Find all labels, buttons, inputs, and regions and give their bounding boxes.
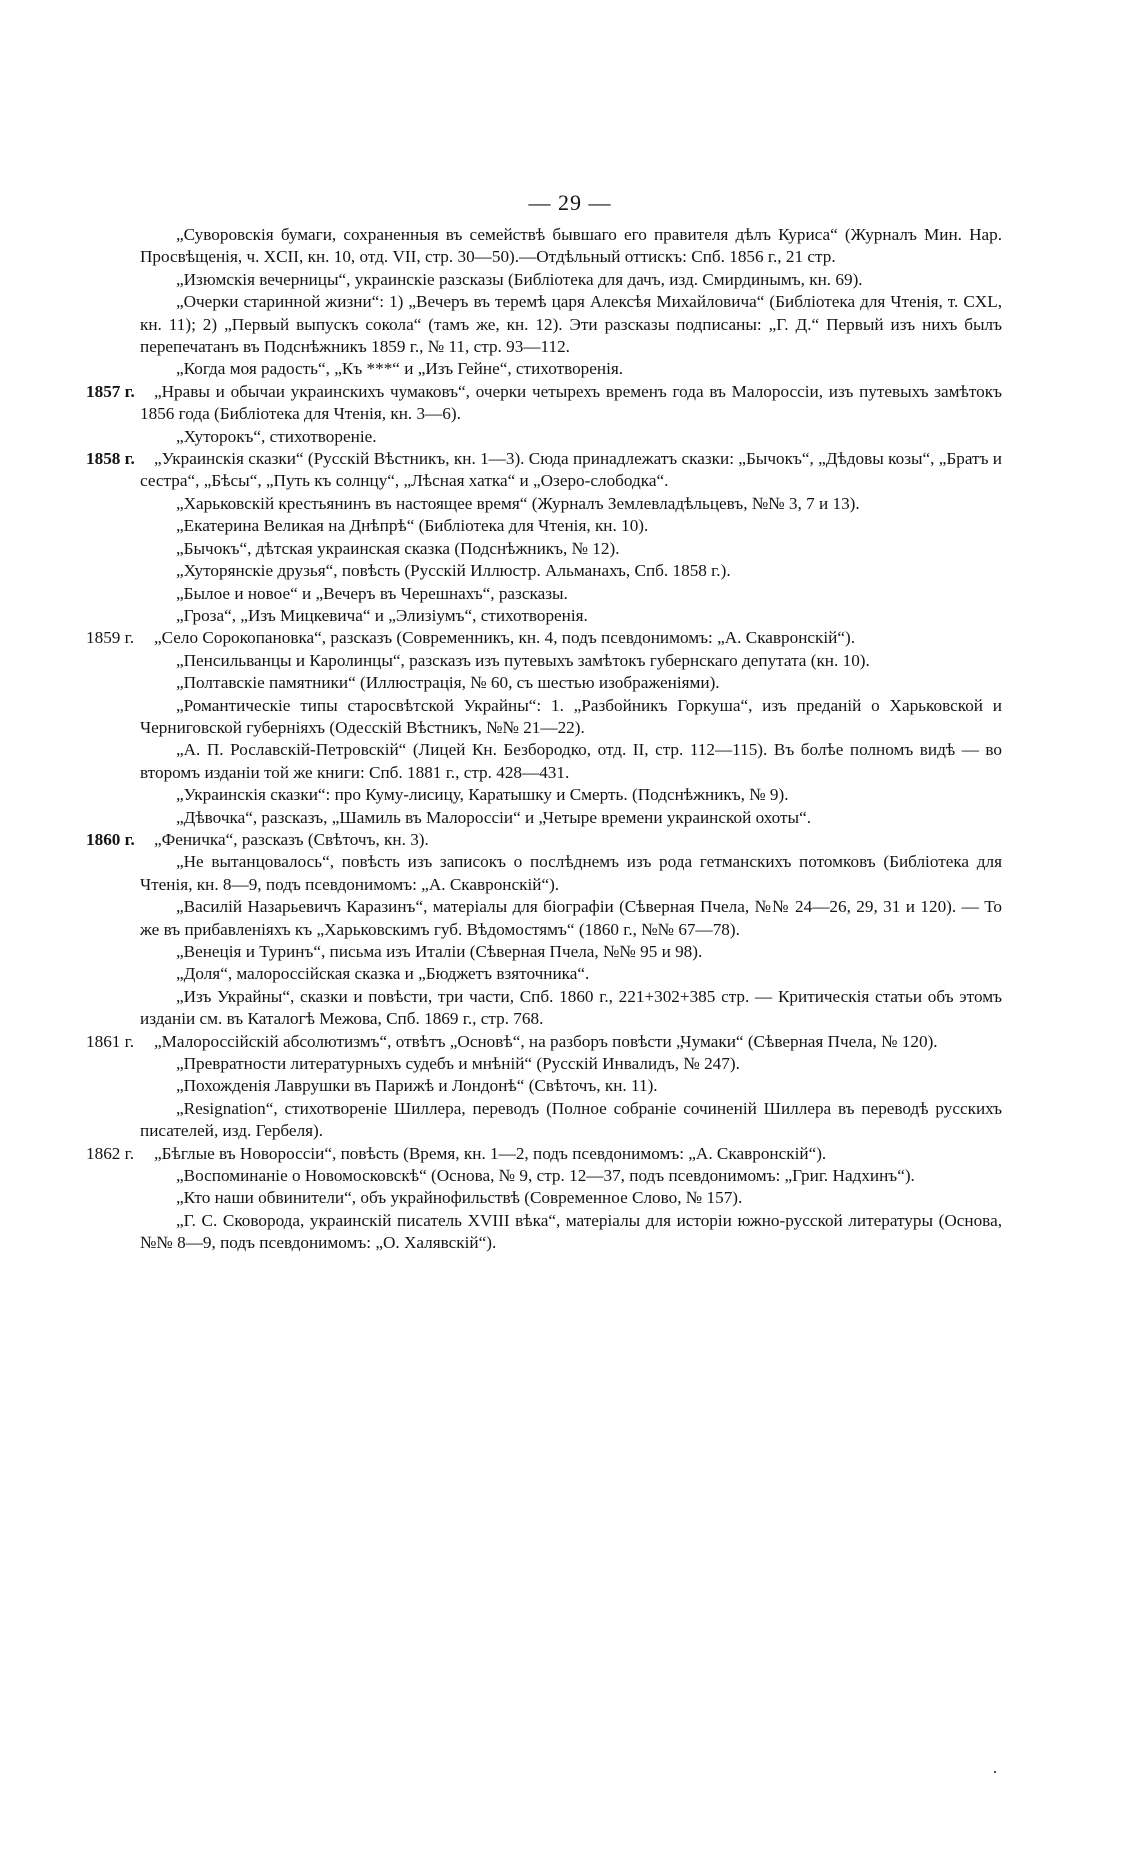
- bibliography-entry: [140, 695, 1002, 740]
- bibliography-entry: [140, 739, 1002, 784]
- bibliography-entry: [140, 1210, 1002, 1255]
- entry-year: 1857 г.: [86, 381, 135, 401]
- entry-text: „Изюмскія вечерницы“, украинскіе разсказы (Библіотека для дачъ, изд. Смирдинымъ, кн. 69).: [176, 269, 863, 289]
- entry-text: „Доля“, малороссійская сказка и „Бюджетъ взяточника“.: [176, 964, 590, 984]
- entry-text: „Воспоминаніе о Новомосковскѣ“ (Основа, № 9, стр. 12—37, подъ псевдонимомъ: „Григ. Надхинъ“).: [176, 1166, 915, 1186]
- stray-mark: ·: [992, 1762, 998, 1782]
- entry-text: „Полтавскіе памятники“ (Иллюстрація, № 60, съ шестью изображеніями).: [176, 673, 720, 693]
- bibliography-entry: [140, 986, 1002, 1031]
- entry-text: „Романтическіе типы старосвѣтской Украйны“: 1. „Разбойникъ Горкуша“, изъ преданій о Харьковской и Черниговской губерніяхъ (Одесскій Вѣстникъ, №№ 21—22).: [140, 695, 1002, 737]
- bibliography-entry: [140, 291, 1002, 358]
- bibliography-entry: [140, 515, 1002, 537]
- bibliography-entry: [140, 941, 1002, 963]
- bibliography-entry: [140, 224, 1002, 269]
- entry-text: „Не вытанцовалось“, повѣсть изъ записокъ о послѣднемъ изъ рода гетманскихъ потомковъ (Библіотека для Чтенія, кн. 8—9, подъ псевдонимомъ: „А. Скавронскій“).: [140, 852, 1002, 894]
- bibliography-entry: [140, 583, 1002, 605]
- entry-text: „Г. С. Сковорода, украинскій писатель XVIII вѣка“, матеріалы для исторіи южно-русской литературы (Основа, №№ 8—9, подъ псевдонимомъ: „О. Халявскій“).: [140, 1210, 1002, 1253]
- entry-text: „Екатерина Великая на Днѣпрѣ“ (Библіотека для Чтенія, кн. 10).: [176, 516, 649, 536]
- entry-year: 1860 г.: [86, 829, 135, 849]
- entry-text: „Очерки старинной жизни“: 1) „Вечеръ въ теремѣ царя Алексѣя Михайловича“ (Библіотека для Чтенія, т. CXL, кн. 11); 2) „Первый выпускъ сокола“ (тамъ же, кн. 12). Эти разсказы подписаны: „Г. Д.“ Первый изъ нихъ былъ перепечатанъ въ Подснѣжникъ 1859 г., № 11, стр. 93—112.: [140, 292, 1002, 357]
- entry-text: „Украинскія сказки“ (Русскій Вѣстникъ, кн. 1—3). Сюда принадлежатъ сказки: „Бычокъ“, „Дѣдовы козы“, „Братъ и сестра“, „Бѣсы“, „Путь къ солнцу“, „Лѣсная хатка“ и „Озеро-слободка“.: [140, 449, 1002, 491]
- bibliography-entry: [140, 538, 1002, 560]
- bibliography-entry: [86, 627, 1002, 649]
- entry-text: „Хуторянскіе друзья“, повѣсть (Русскій Иллюстр. Альманахъ, Спб. 1858 г.).: [176, 561, 731, 581]
- entry-text: „Хуторокъ“, стихотвореніе.: [176, 426, 377, 446]
- bibliography-entry: [86, 448, 1002, 493]
- bibliography-entry: [140, 1165, 1002, 1187]
- entry-text: „Бѣглые въ Новороссіи“, повѣсть (Время, кн. 1—2, подъ псевдонимомъ: „А. Скавронскій“).: [154, 1143, 827, 1163]
- page-number: — 29 —: [528, 190, 612, 215]
- bibliography-entry: [140, 1098, 1002, 1143]
- bibliography-entry: [86, 1143, 1002, 1165]
- entry-year: 1862 г.: [86, 1143, 135, 1163]
- bibliography-entry: [140, 269, 1002, 291]
- entry-year: 1859 г.: [86, 628, 135, 648]
- bibliography-entry: [140, 672, 1002, 694]
- entry-text: „Кто наши обвинители“, объ украйнофильствѣ (Современное Слово, № 157).: [176, 1188, 743, 1208]
- entry-text: „Когда моя радость“, „Къ ***“ и „Изъ Гейне“, стихотворенія.: [176, 359, 624, 379]
- entry-text: „Былое и новое“ и „Вечеръ въ Черешнахъ“, разсказы.: [176, 583, 568, 603]
- entry-text: „Харьковскій крестьянинъ въ настоящее время“ (Журналъ Землевладѣльцевъ, №№ 3, 7 и 13).: [176, 493, 860, 513]
- entry-text: „Дѣвочка“, разсказъ, „Шамиль въ Малороссіи“ и „Четыре времени украинской охоты“.: [176, 807, 812, 827]
- entry-text: „Изъ Украйны“, сказки и повѣсти, три части, Спб. 1860 г., 221+302+385 стр. — Критическія статьи объ этомъ изданіи см. въ Каталогѣ Межова, Спб. 1869 г., стр. 768.: [140, 986, 1002, 1029]
- entry-text: „Василій Назарьевичъ Каразинъ“, матеріалы для біографіи (Сѣверная Пчела, №№ 24—26, 29, 31 и 120). — То же въ прибавленіяхъ къ „Харьковскимъ губ. Вѣдомостямъ“ (1860 г., №№ 67—78).: [140, 897, 1002, 939]
- entry-text: „Село Сорокопановка“, разсказъ (Современникъ, кн. 4, подъ псевдонимомъ: „А. Скавронскій“).: [154, 628, 856, 648]
- bibliography-entry: [140, 493, 1002, 515]
- bibliography-entry: [140, 605, 1002, 627]
- bibliography-entry: [140, 963, 1002, 985]
- entry-year: 1858 г.: [86, 449, 135, 469]
- bibliography-entry: [86, 829, 1002, 851]
- bibliography-entry: [140, 851, 1002, 896]
- entry-text: „Венеція и Туринъ“, письма изъ Италіи (Сѣверная Пчела, №№ 95 и 98).: [176, 942, 703, 961]
- bibliography-entry: [140, 784, 1002, 806]
- bibliography-entry: [140, 426, 1002, 448]
- entry-text: „Пенсильванцы и Каролинцы“, разсказъ изъ путевыхъ замѣтокъ губернскаго депутата (кн. 10).: [176, 650, 870, 670]
- bibliography-entry: [140, 1187, 1002, 1209]
- entry-text: „Суворовскія бумаги, сохраненныя въ семействѣ бывшаго его правителя дѣлъ Куриса“ (Журналъ Мин. Нар. Просвѣщенія, ч. XCII, кн. 10, отд. VII, стр. 30—50).—Отдѣльный оттискъ: Спб. 1856 г., 21 стр.: [140, 225, 1002, 267]
- bibliography-entry: [140, 358, 1002, 380]
- entry-text: „А. П. Рославскій-Петровскій“ (Лицей Кн. Безбородко, отд. II, стр. 112—115). Въ болѣе полномъ видѣ — во второмъ изданіи той же книги: Спб. 1881 г., стр. 428—431.: [140, 740, 1002, 782]
- entry-text: „Resignation“, стихотвореніе Шиллера, переводъ (Полное собраніе сочиненій Шиллера въ переводѣ русскихъ писателей, изд. Гербеля).: [140, 1098, 1002, 1141]
- bibliography-entry: [140, 896, 1002, 941]
- bibliography-list: [86, 224, 1002, 1255]
- bibliography-entry: [86, 381, 1002, 426]
- entry-text: „Бычокъ“, дѣтская украинская сказка (Подснѣжникъ, № 12).: [176, 538, 620, 558]
- bibliography-entry: [140, 650, 1002, 672]
- entry-text: „Феничка“, разсказъ (Свѣточъ, кн. 3).: [154, 829, 429, 849]
- bibliography-entry: [140, 1053, 1002, 1075]
- entry-text: „Превратности литературныхъ судебъ и мнѣній“ (Русскій Инвалидъ, № 247).: [176, 1054, 740, 1074]
- bibliography-entry: [140, 560, 1002, 582]
- entry-text: „Малороссійскій абсолютизмъ“, отвѣтъ „Основѣ“, на разборъ повѣсти „Чумаки“ (Сѣверная Пчела, № 120).: [154, 1031, 938, 1051]
- entry-text: „Гроза“, „Изъ Мицкевича“ и „Элизіумъ“, стихотворенія.: [176, 605, 588, 625]
- entry-year: 1861 г.: [86, 1031, 135, 1051]
- entry-text: „Украинскія сказки“: про Куму-лисицу, Каратышку и Смерть. (Подснѣжникъ, № 9).: [176, 785, 789, 805]
- bibliography-entry: [140, 807, 1002, 829]
- entry-text: „Нравы и обычаи украинскихъ чумаковъ“, очерки четырехъ временъ года въ Малороссіи, изъ путевыхъ замѣтокъ 1856 года (Библіотека для Чтенія, кн. 3—6).: [140, 381, 1002, 424]
- bibliography-entry: [86, 1031, 1002, 1053]
- bibliography-entry: [140, 1075, 1002, 1097]
- entry-text: „Похожденія Лаврушки въ Парижѣ и Лондонѣ“ (Свѣточъ, кн. 11).: [176, 1076, 658, 1096]
